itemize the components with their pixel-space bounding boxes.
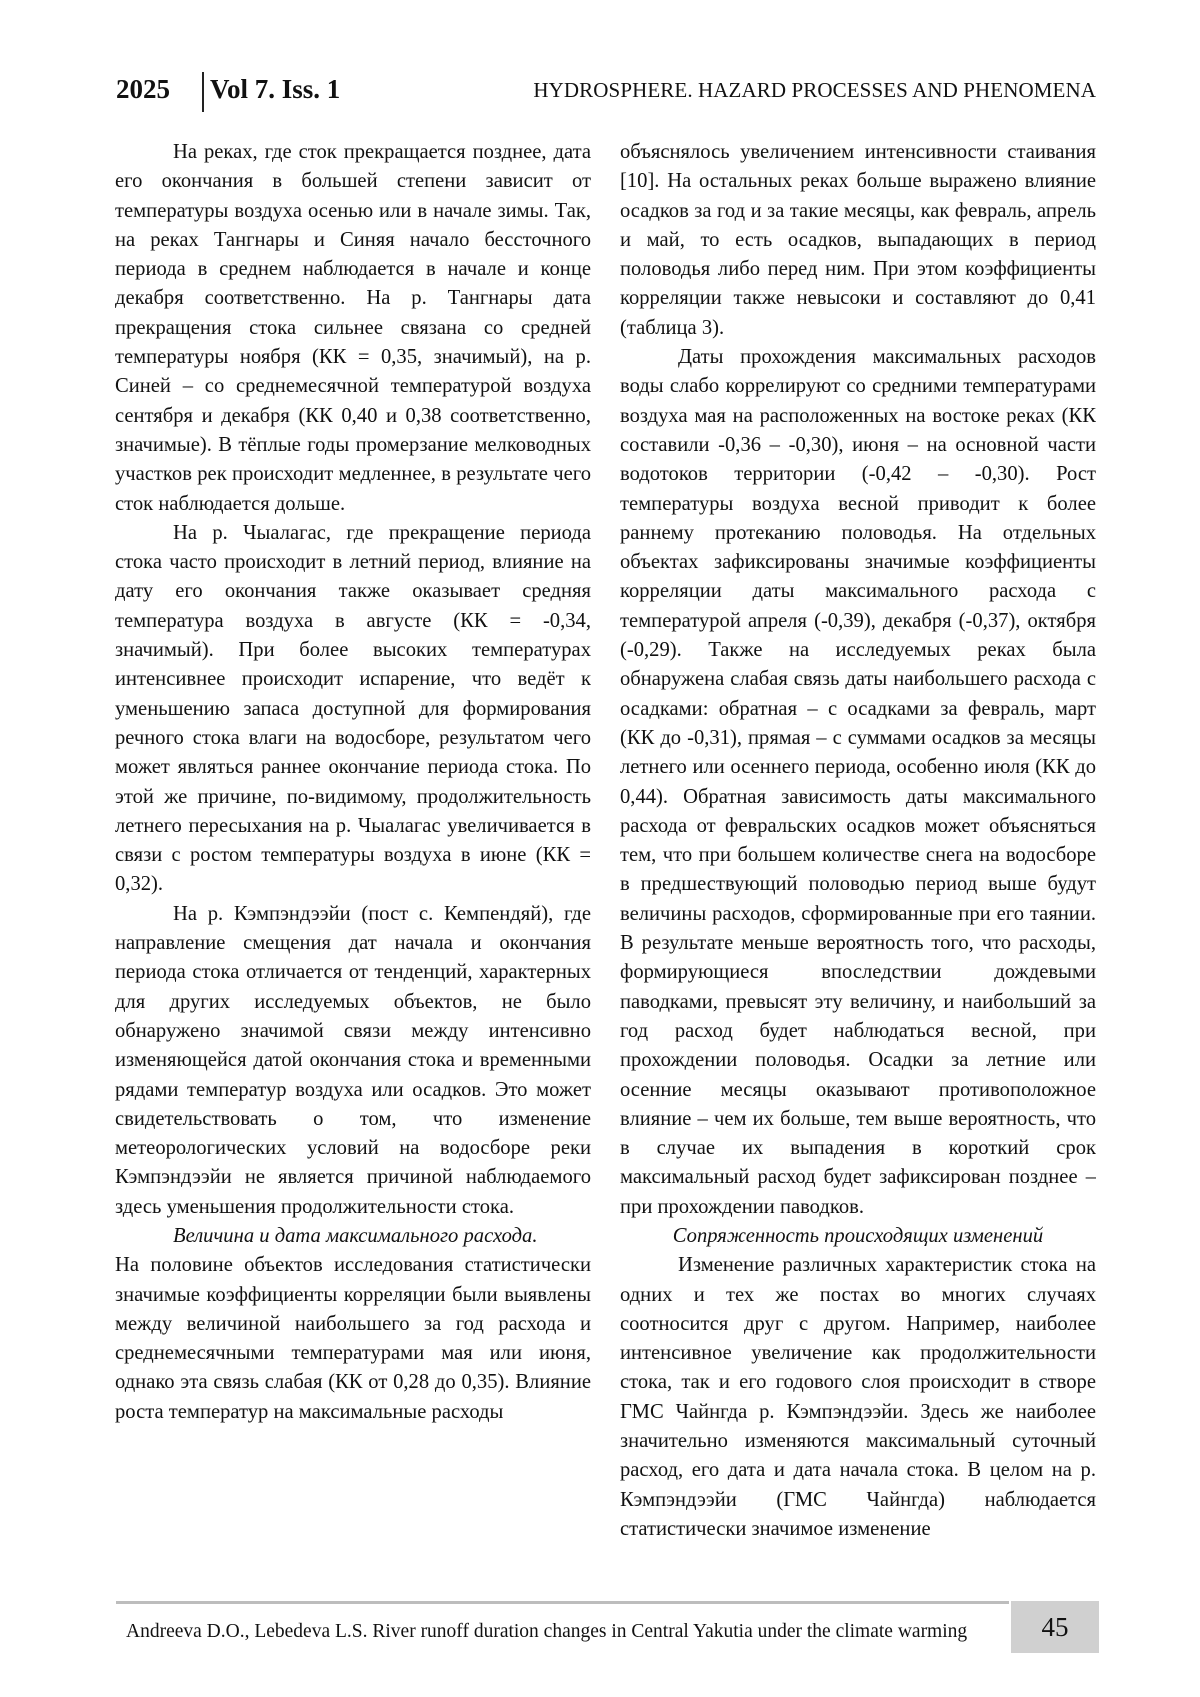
paragraph: На р. Чыалагас, где прекращение периода стока часто происходит в летний период, влияние на дату его окончания также оказывает средняя температура воздуха в августе (КК = -0,34, значимый). При более высоких температурах интенсивнее происходит испарение, что ведёт к уменьшению запаса доступной для формирования речного стока влаги на водосборе, результатом чего может являться раннее окончание периода стока. По этой же причине, по-видимому, продолжительность летнего пересыхания на р. Чыалагас увеличивается в связи с ростом температуры воздуха в июне (КК = 0,32). — [115, 521, 591, 896]
paragraph: На реках, где сток прекращается позднее, дата его окончания в большей степени зависит от температуры воздуха осенью или в начале зимы. Так, на реках Тангнары и Синяя начало бессточного периода в среднем наблюдается в начале и конце декабря соответственно. На р. Тангнары дата прекращения стока сильнее связана со средней температуры ноября (КК = 0,35, значимый), на р. Синей – со среднемесячной температурой воздуха сентября и декабря (КК 0,40 и 0,38 соответственно, значимые). В тёплые годы промерзание мелководных участков рек происходит медленнее, в результате чего сток наблюдается дольше. — [115, 141, 591, 515]
running-header — [116, 72, 1096, 116]
header-divider — [202, 72, 204, 112]
subsection-heading: Величина и дата максимального расхода. — [173, 1224, 538, 1247]
header-volume: Vol 7. Iss. 1 — [210, 74, 341, 104]
footer-rule — [116, 1601, 1009, 1604]
left-column — [115, 138, 591, 1578]
footer-citation: Andreeva D.O., Lebedeva L.S. River runoff duration changes in Central Yakutia under the climate warming — [126, 1621, 968, 1642]
page-number: 45 — [1011, 1601, 1099, 1653]
section-heading: Сопряженность происходящих изменений — [672, 1224, 1044, 1247]
header-year: 2025 — [116, 74, 170, 104]
paragraph: Даты прохождения максимальных расходов воды слабо коррелируют со средними температурами воздуха мая на расположенных на востоке реках (КК составили -0,36 – -0,30), июня – на основной части водотоков территории (-0,42 – -0,30). Рост температуры воздуха весной приводит к более раннему протеканию половодья. На отдельных объектах зафиксированы значимые коэффициенты корреляции даты максимального расхода с температурой апреля (-0,39), декабря (-0,37), октября (-0,29). Также на исследуемых реках была обнаружена слабая связь даты наибольшего расхода с осадками: обратная – с осадками за февраль, март (КК до -0,31), прямая – с суммами осадков за месяцы летнего или осеннего периода, особенно июля (КК до 0,44). Обратная зависимость даты максимального расхода от февральских осадков может объясняться тем, что при большем количестве снега на водосборе в предшествующий половодью период выше будут величины расходов, сформированные при его таянии. В результате меньше вероятность того, что расходы, формирующиеся впоследствии дождевыми паводками, превысят эту величину, и наибольший за год расход будет наблюдаться весной, при прохождении половодья. Осадки за летние или осенние месяцы оказывают противоположное влияние – чем их больше, тем выше вероятность, что в случае их выпадения в короткий срок максимальный расход будет зафиксирован позднее – при прохождении паводков. — [620, 346, 1096, 1218]
right-column — [620, 138, 1096, 1578]
paragraph: объяснялось увеличением интенсивности стаивания [10]. На остальных реках больше выражено влияние осадков за год и за такие месяцы, как февраль, апрель и май, то есть осадков, выпадающих в период половодья либо перед ним. При этом коэффициенты корреляции также невысоки и составляют до 0,41 (таблица 3). — [620, 141, 1096, 339]
running-footer — [116, 1601, 1099, 1655]
paragraph — [115, 1222, 591, 1427]
header-journal-title: HYDROSPHERE. HAZARD PROCESSES AND PHENOMENA — [533, 78, 1096, 102]
paragraph: Изменение различных характеристик стока на одних и тех же постах во многих случаях соотносится друг с другом. Например, наиболее интенсивное увеличение как продолжительности стока, так и его годового слоя происходит в створе ГМС Чайнгда р. Кэмпэндээйи. Здесь же наиболее значительно изменяются максимальный суточный расход, его дата и дата начала стока. В целом на р. Кэмпэндээйи (ГМС Чайнгда) наблюдается статистически значимое изменение — [620, 1254, 1096, 1540]
paragraph: На р. Кэмпэндээйи (пост с. Кемпендяй), где направление смещения дат начала и окончания периода стока отличается от тенденций, характерных для других исследуемых объектов, не было обнаружено значимой связи между интенсивно изменяющейся датой окончания стока и временными рядами температур воздуха или осадков. Это может свидетельствовать о том, что изменение метеорологических условий на водосборе реки Кэмпэндээйи не является причиной наблюдаемого здесь уменьшения продолжительности стока. — [115, 902, 591, 1218]
paragraph-body: На половине объектов исследования статистически значимые коэффициенты корреляции были выявлены между величиной наибольшего за год расхода и среднемесячными температурами мая или июня, однако эта связь слабая (КК от 0,28 до 0,35). Влияние роста температур на максимальные расходы — [115, 1254, 591, 1423]
